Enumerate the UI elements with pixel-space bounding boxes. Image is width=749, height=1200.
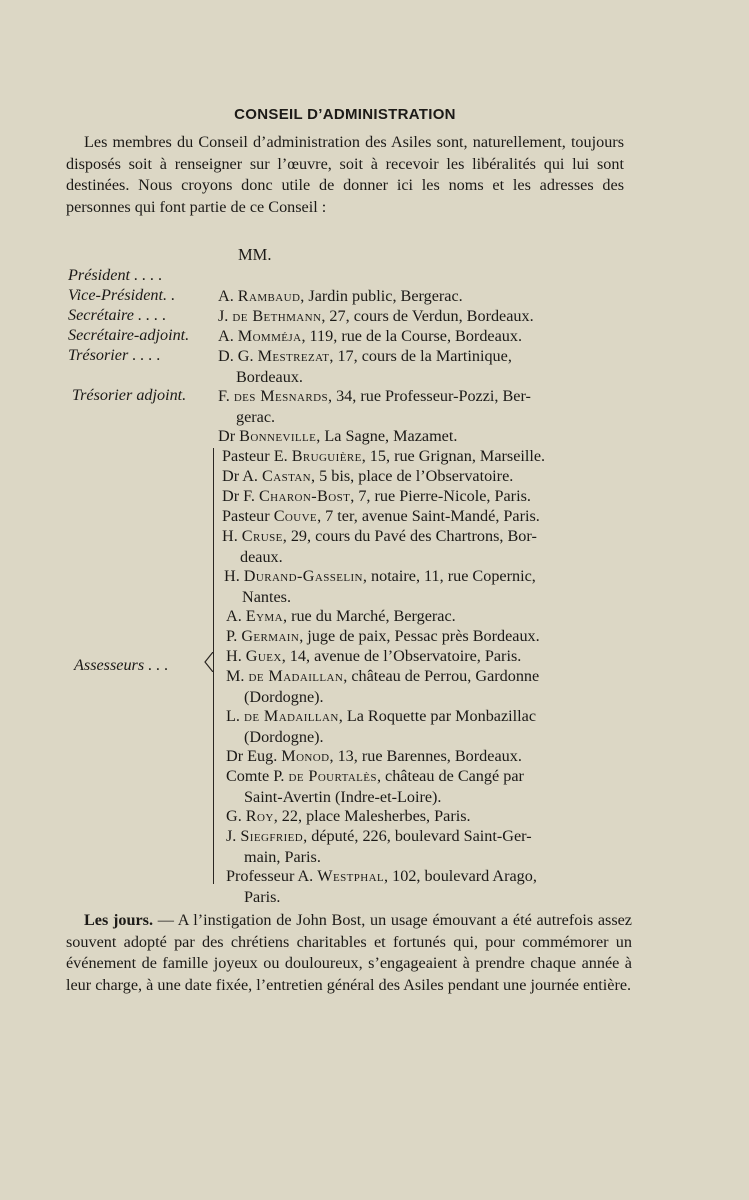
member-name: de Madaillan [248,667,344,685]
role-vice-president: Vice-Président. . [68,286,176,304]
member-secretaire: J. de Bethmann, 27, cours de Verdun, Bordeaux. [218,307,534,325]
member-name: de Madaillan [243,707,339,725]
member-name: Momméja [237,327,302,345]
les-jours-text: — A l’instigation de John Bost, un usage émouvant a été autrefois assez souvent adopté par des chrétiens charitables et fortunés qui, pour commémorer un événement de famille joyeux ou douloureux, s’engageaient à prendre chaque année à leur charge, à une date fixée, l’entretien général des Asiles pendant une journée entière. [66,911,632,994]
assesseur-entry: J. Siegfried, député, 226, boulevard Saint-Ger- main, Paris. [226,827,532,866]
member-continuation: Paris. [244,887,281,906]
member-vice-president: A. Rambaud, Jardin public, Bergerac. [218,287,463,305]
intro-text: Les membres du Conseil d’administration des Asiles sont, naturellement, toujours disposés soit à renseigner sur l’œuvre, soit à recevoir les libéralités qui lui sont destinées. Nous croyons donc utile de donner ici les noms et les adresses des personnes qui font partie de ce Conseil : [66,133,624,216]
role-secretaire: Secrétaire . . . . [68,306,167,324]
member-name: de Bethmann [232,307,322,325]
les-jours-lead: Les jours. [84,911,154,929]
member-continuation: deaux. [240,547,283,566]
member-continuation: Nantes. [242,587,291,606]
member-name: Bonneville [239,427,317,445]
member-continuation: (Dordogne). [244,687,324,706]
member-continuation: gerac. [236,407,276,426]
assesseur-entry: H. Guex, 14, avenue de l’Observatoire, Paris. [226,647,522,665]
member-name: Roy [245,807,274,825]
role-tresorier-adjoint: Trésorier adjoint. [72,386,187,404]
brace-point-icon [203,652,215,672]
member-name: des Mesnards [233,387,328,405]
member-name: de Pourtalès [288,767,377,785]
member-name: Germain [241,627,300,645]
assesseur-entry: Comte P. de Pourtalès, château de Cangé par Saint-Avertin (Indre-et-Loire). [226,767,524,806]
member-name: Rambaud [237,287,301,305]
mm-label: MM. [238,245,272,264]
member-name: Westphal [317,867,385,885]
assesseur-entry: P. Germain, juge de paix, Pessac près Bordeaux. [226,627,540,645]
assesseur-entry: M. de Madaillan, château de Perrou, Gardonne (Dordogne). [226,667,540,706]
role-secretaire-adjoint: Secrétaire-adjoint. [68,326,190,344]
assesseur-entry: Dr Eug. Monod, 13, rue Barennes, Bordeaux. [226,747,522,765]
member-name: Durand-Gasselin [243,567,363,585]
member-name: Couve [273,507,318,525]
member-name: Eyma [245,607,283,625]
member-continuation: (Dordogne). [244,727,324,746]
member-tresorier-adjoint: F. des Mesnards, 34, rue Professeur-Pozzi, Ber- gerac. [218,387,531,426]
member-name: Castan [262,467,312,485]
intro-paragraph [66,132,624,218]
member-continuation: Saint-Avertin (Indre-et-Loire). [244,787,442,806]
member-continuation: main, Paris. [244,847,321,866]
role-tresorier: Trésorier . . . . [68,346,161,364]
assesseur-entry: Dr A. Castan, 5 bis, place de l’Observatoire. [222,467,514,485]
assesseur-entry: Dr F. Charon-Bost, 7, rue Pierre-Nicole, Paris. [222,487,531,505]
assesseur-entry: G. Roy, 22, place Malesherbes, Paris. [226,807,471,825]
member-name: Siegfried [240,827,304,845]
assesseur-entry: Pasteur Couve, 7 ter, avenue Saint-Mandé, Paris. [222,507,540,525]
role-president: Président . . . . [68,266,163,284]
assesseur-entry: Professeur A. Westphal, 102, boulevard Arago, Paris. [226,867,537,906]
member-name: Guex [245,647,282,665]
member-name: Bruguière [291,447,362,465]
member-continuation: Bordeaux. [236,367,303,386]
assesseur-entry: H. Durand-Gasselin, notaire, 11, rue Copernic, Nantes. [224,567,536,606]
section-heading: CONSEIL D’ADMINISTRATION [234,106,456,123]
les-jours-paragraph [66,910,632,996]
member-name: Charon-Bost [258,487,351,505]
member-name: Mestrezat [257,347,330,365]
member-name: Monod [281,747,330,765]
member-secretaire-adjoint: A. Momméja, 119, rue de la Course, Bordeaux. [218,327,523,345]
assesseur-entry: L. de Madaillan, La Roquette par Monbazillac (Dordogne). [226,707,537,746]
assesseur-entry: H. Cruse, 29, cours du Pavé des Chartrons, Bor- deaux. [222,527,537,566]
assesseur-entry: Pasteur E. Bruguière, 15, rue Grignan, Marseille. [222,447,546,465]
member-tresorier: D. G. Mestrezat, 17, cours de la Martinique, Bordeaux. [218,347,512,386]
assesseur-entry: A. Eyma, rue du Marché, Bergerac. [226,607,456,625]
member-name: Cruse [241,527,283,545]
role-assesseurs: Assesseurs . . . [74,656,169,674]
assesseur-entry: Dr Bonneville, La Sagne, Mazamet. [218,427,458,445]
